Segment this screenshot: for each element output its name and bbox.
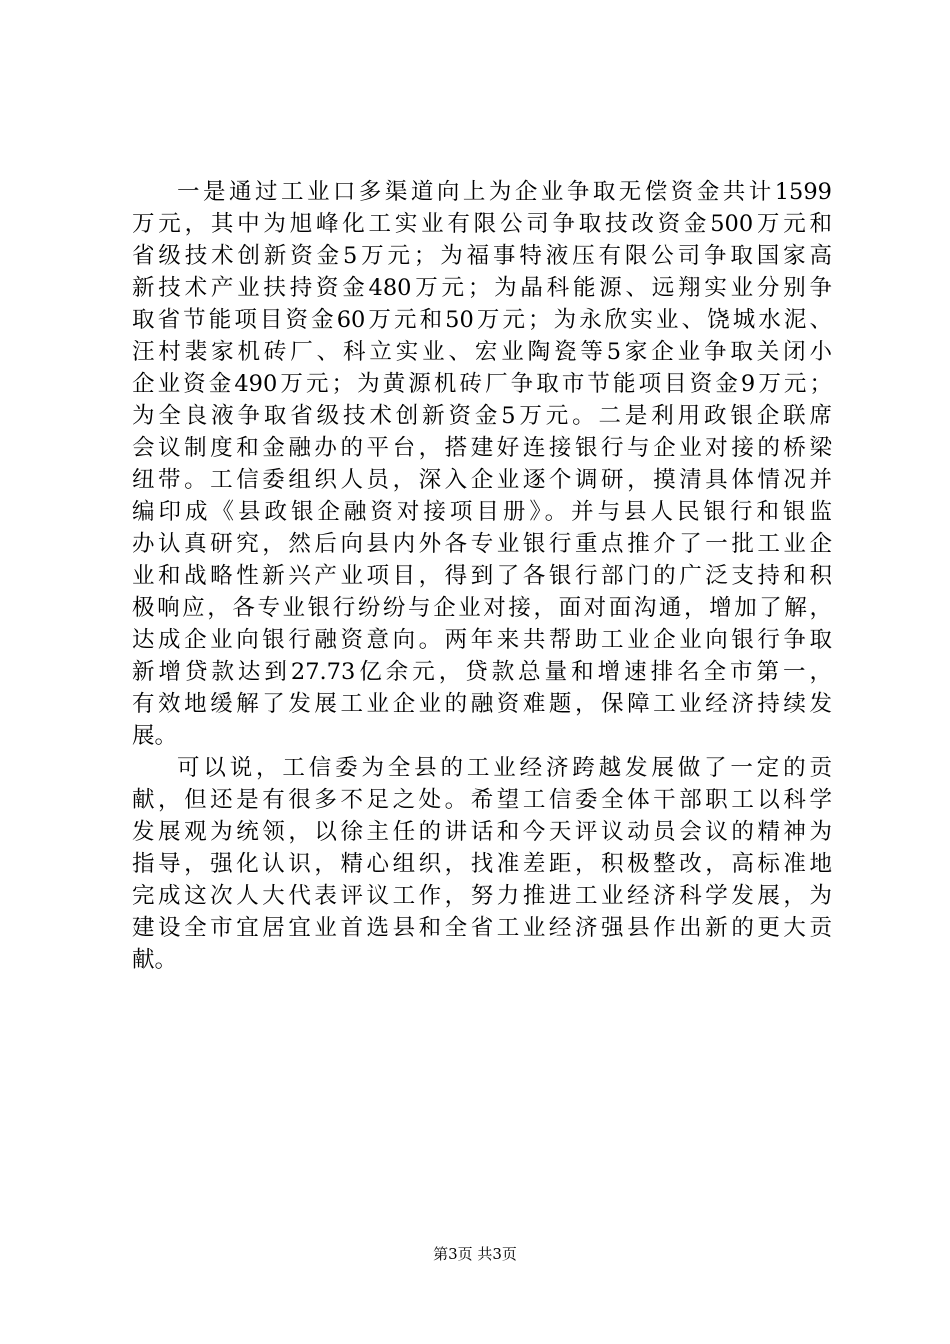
paragraph-funding <box>132 176 832 752</box>
text-line: 一是通过工业口多渠道向上为企业争取无偿资金共计1599 <box>177 179 832 205</box>
text-line: 业和战略性新兴产业项目，得到了各银行部门的广泛支持和积 <box>132 563 832 589</box>
text-line: 万元，其中为旭峰化工实业有限公司争取技改资金500万元和 <box>132 211 832 237</box>
text-line: 办认真研究，然后向县内外各专业银行重点推介了一批工业企 <box>132 531 832 557</box>
text-line: 献，但还是有很多不足之处。希望工信委全体干部职工以科学 <box>132 787 832 813</box>
text-line: 有效地缓解了发展工业企业的融资难题，保障工业经济持续发 <box>132 691 832 717</box>
text-line: 取省节能项目资金60万元和50万元；为永欣实业、饶城水泥、 <box>132 307 832 333</box>
page-number-label: 第3页 共3页 <box>433 1245 517 1263</box>
document-body <box>132 176 832 976</box>
text-line: 献。 <box>132 947 178 973</box>
text-line: 达成企业向银行融资意向。两年来共帮助工业企业向银行争取 <box>132 627 832 653</box>
text-line: 建设全市宜居宜业首选县和全省工业经济强县作出新的更大贡 <box>132 915 832 941</box>
text-line: 发展观为统领，以徐主任的讲话和今天评议动员会议的精神为 <box>132 819 832 845</box>
text-line: 汪村裴家机砖厂、科立实业、宏业陶瓷等5家企业争取关闭小 <box>132 339 832 365</box>
text-line: 会议制度和金融办的平台，搭建好连接银行与企业对接的桥梁 <box>132 435 832 461</box>
text-line: 展。 <box>132 723 178 749</box>
paragraph-conclusion <box>132 752 832 976</box>
text-line: 省级技术创新资金5万元；为福事特液压有限公司争取国家高 <box>132 243 832 269</box>
text-line: 完成这次人大代表评议工作，努力推进工业经济科学发展，为 <box>132 883 832 909</box>
text-line: 可以说，工信委为全县的工业经济跨越发展做了一定的贡 <box>177 755 832 781</box>
page-footer <box>0 1244 950 1264</box>
text-line: 指导，强化认识，精心组织，找准差距，积极整改，高标准地 <box>132 851 832 877</box>
text-line: 新技术产业扶持资金480万元；为晶科能源、远翔实业分别争 <box>132 275 832 301</box>
text-line: 为全良液争取省级技术创新资金5万元。二是利用政银企联席 <box>132 403 832 429</box>
text-line: 纽带。工信委组织人员，深入企业逐个调研，摸清具体情况并 <box>132 467 832 493</box>
text-line: 企业资金490万元；为黄源机砖厂争取市节能项目资金9万元； <box>132 371 832 397</box>
text-line: 新增贷款达到27.73亿余元，贷款总量和增速排名全市第一， <box>132 659 832 685</box>
text-line: 编印成《县政银企融资对接项目册》。并与县人民银行和银监 <box>132 499 832 525</box>
text-line: 极响应，各专业银行纷纷与企业对接，面对面沟通，增加了解， <box>132 595 832 621</box>
